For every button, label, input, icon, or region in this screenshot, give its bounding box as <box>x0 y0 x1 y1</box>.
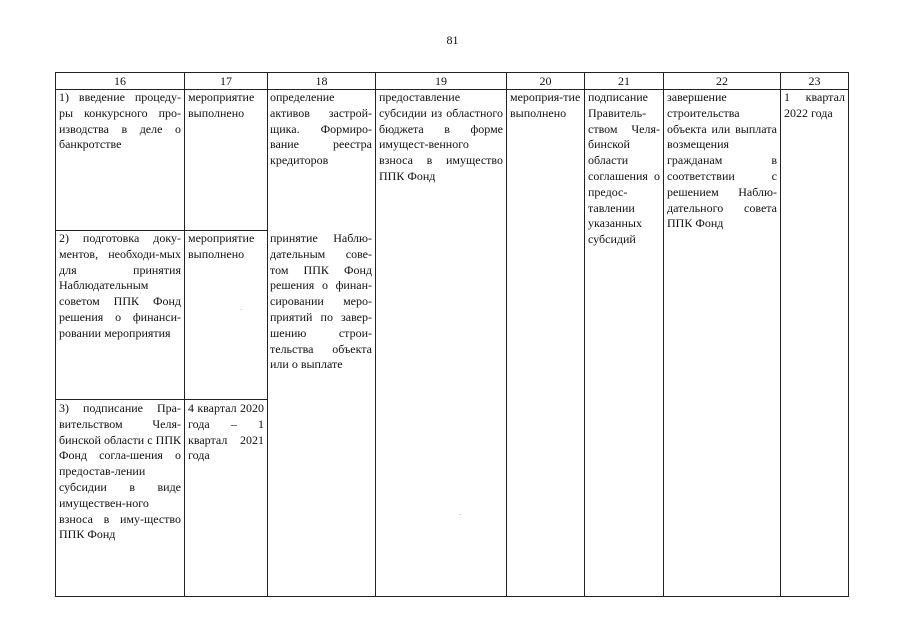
cell-17-row1: мероприятие выполнено <box>188 90 255 120</box>
page-number: 81 <box>446 33 459 47</box>
col-divider-18-19 <box>375 73 376 596</box>
header-col-23: 23 <box>808 74 821 88</box>
plan-table <box>55 72 849 597</box>
cell-22: завершение строительства объекта или выплата возмещения гражданам в соответствии с решением Наблю-дательного совета ППК Фонд <box>667 90 777 231</box>
col-divider-21-22 <box>663 73 664 596</box>
cell-17-row3: 4 квартал 2020 года – 1 квартал 2021 года <box>188 401 264 463</box>
cell-18-row1: определение активов застрой-щика. Формиро-вание реестра кредиторов <box>270 90 372 168</box>
cell-23: 1 квартал 2022 года <box>784 90 845 120</box>
col-divider-16-17 <box>184 73 185 596</box>
header-col-21: 21 <box>618 74 630 88</box>
header-col-16: 16 <box>114 74 126 88</box>
cell-21: подписание Правитель-ством Челя-бинской области соглашения о предос-тавлении указанных субсидий <box>588 90 660 247</box>
header-col-20: 20 <box>539 74 552 88</box>
cell-17-row2: мероприятие выполнено <box>188 231 255 261</box>
col-divider-17-18 <box>267 73 268 596</box>
row2-divider <box>56 399 267 400</box>
col-divider-19-20 <box>506 73 507 596</box>
col-divider-20-21 <box>584 73 585 596</box>
cell-16-row3: 3) подписание Пра-вительством Челя-бинской области с ППК Фонд согла-шения о предостав-лении субсидии в виде имуществен-ного взноса в иму-щество ППК Фонд <box>59 401 181 542</box>
header-col-18: 18 <box>315 74 328 88</box>
scan-speck: · <box>240 306 243 314</box>
cell-20: мероприя-тие выполнено <box>510 90 581 120</box>
cell-16-row2: 2) подготовка доку-ментов, необходи-мых для принятия Наблюдательным советом ППК Фонд решения о финанси-ровании мероприятия <box>59 231 181 340</box>
header-col-22: 22 <box>716 74 728 88</box>
header-col-17: 17 <box>220 74 232 88</box>
col-divider-22-23 <box>780 73 781 596</box>
scan-speck: · <box>459 511 462 519</box>
cell-18-row2: принятие Наблю-дательным сове-том ППК Фонд решения о финан-сировании меро-приятий по завер-шению строи-тельства объекта или о выплате <box>270 231 372 372</box>
header-col-19: 19 <box>435 74 447 88</box>
cell-19: предоставление субсидии из областного бюджета в форме имущест-венного взноса в имущество ППК Фонд <box>379 90 503 183</box>
cell-16-row1: 1) введение процеду-ры конкурсного про-изводства в деле о банкротстве <box>59 90 181 152</box>
